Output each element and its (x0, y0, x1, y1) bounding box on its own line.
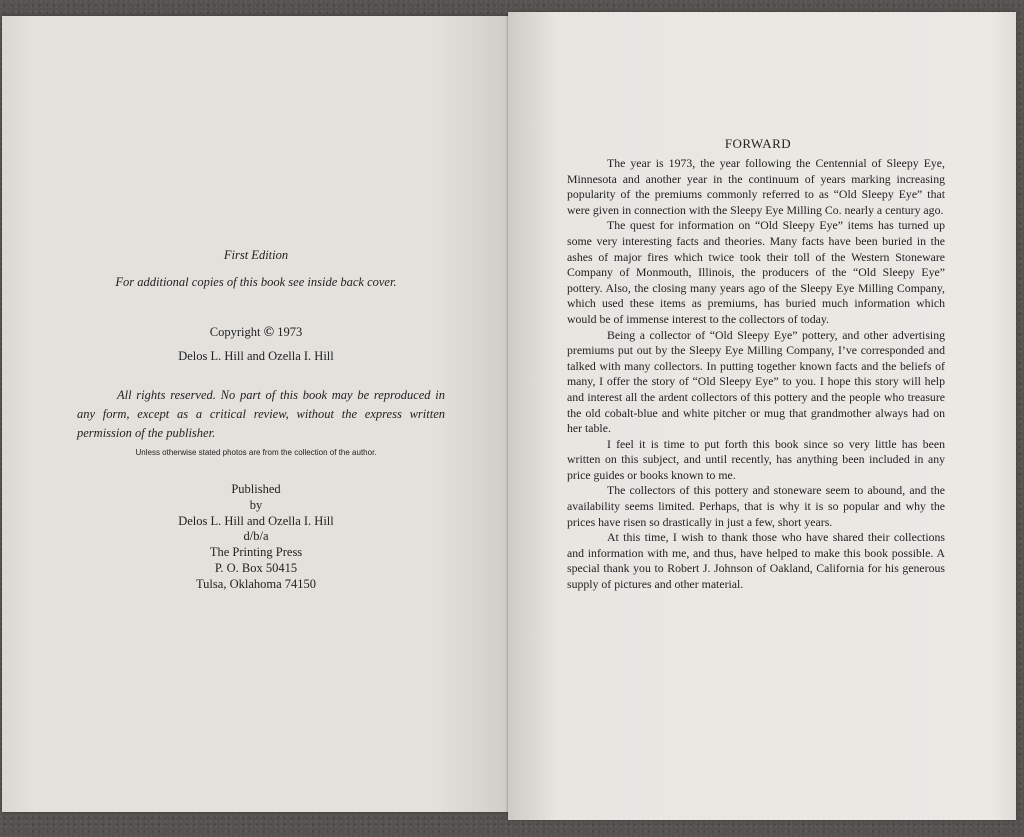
edition-line: First Edition (223, 248, 289, 262)
publisher-line: Delos L. Hill and Ozella I. Hill (178, 513, 334, 528)
paragraph: The collectors of this pottery and stoneware seem to abound, and the availability seems limited. Perhaps, that is why it is so popular and why the prices have risen so drastically in just a few, short years. (567, 483, 945, 529)
copyright-symbol: © (263, 325, 275, 340)
authors-line: Delos L. Hill and Ozella I. Hill (178, 349, 334, 363)
copyright-year: 1973 (277, 325, 303, 339)
photo-note: Unless otherwise stated photos are from the collection of the author. (135, 448, 377, 457)
publisher-block (2, 482, 510, 593)
paragraph: The year is 1973, the year following the Centennial of Sleepy Eye, Minnesota and another year in the continuum of years marking increasing popularity of the premiums commonly referred to as “Old Sleepy Eye” that were given in connection with the Sleepy Eye Milling Co. nearly a century ago. (567, 156, 945, 217)
paragraph: At this time, I wish to thank those who have shared their collections and information with me, and thus, have helped to make this book possible. A special thank you to Robert J. Johnson of Oakland, California for his generous supply of pictures and other material. (567, 530, 945, 592)
right-page (508, 12, 1016, 820)
copyright-label: Copyright (209, 325, 261, 339)
rights-notice: All rights reserved. No part of this book may be reproduced in any form, except as a critical review, without the express written permission of the publisher. (77, 388, 445, 440)
forward-body (567, 156, 945, 593)
publisher-line: d/b/a (243, 529, 269, 544)
left-page (2, 16, 510, 812)
page-title: FORWARD (724, 136, 792, 151)
paragraph: The quest for information on “Old Sleepy Eye” items has turned up some very interesting facts and theories. Many facts have been buried in the ashes of major fires which twice took their toll of the Western Stoneware Company of Monmouth, Illinois, the producers of the “Old Sleepy Eye” pottery. Also, the closing many years ago of the Sleepy Eye Milling Company, which used these items as premiums, has buried much information which would be of immense interest to the collectors of today. (567, 218, 945, 326)
paragraph: Being a collector of “Old Sleepy Eye” pottery, and other advertising premiums put out by the Sleepy Eye Milling Company, I’ve corresponded and talked with many collectors. In putting together known facts and the beliefs of many, I offer the story of “Old Sleepy Eye” to you. I hope this story will help and interest all the ardent collectors of this pottery and the people who treasure the old cobalt-blue and white pitcher or mug that grandmother always had on her table. (567, 327, 945, 436)
paragraph: I feel it is time to put forth this book since so very little has been written on this subject, and until recently, has anything been included in any price guides or books known to me. (567, 436, 945, 482)
publisher-line: by (249, 497, 263, 512)
copies-note: For additional copies of this book see inside back cover. (115, 275, 397, 289)
publisher-line: Published (231, 482, 281, 496)
publisher-line: Tulsa, Oklahoma 74150 (195, 576, 317, 591)
publisher-line: The Printing Press (209, 545, 303, 560)
publisher-line: P. O. Box 50415 (214, 560, 298, 575)
copyright-line (2, 325, 510, 341)
